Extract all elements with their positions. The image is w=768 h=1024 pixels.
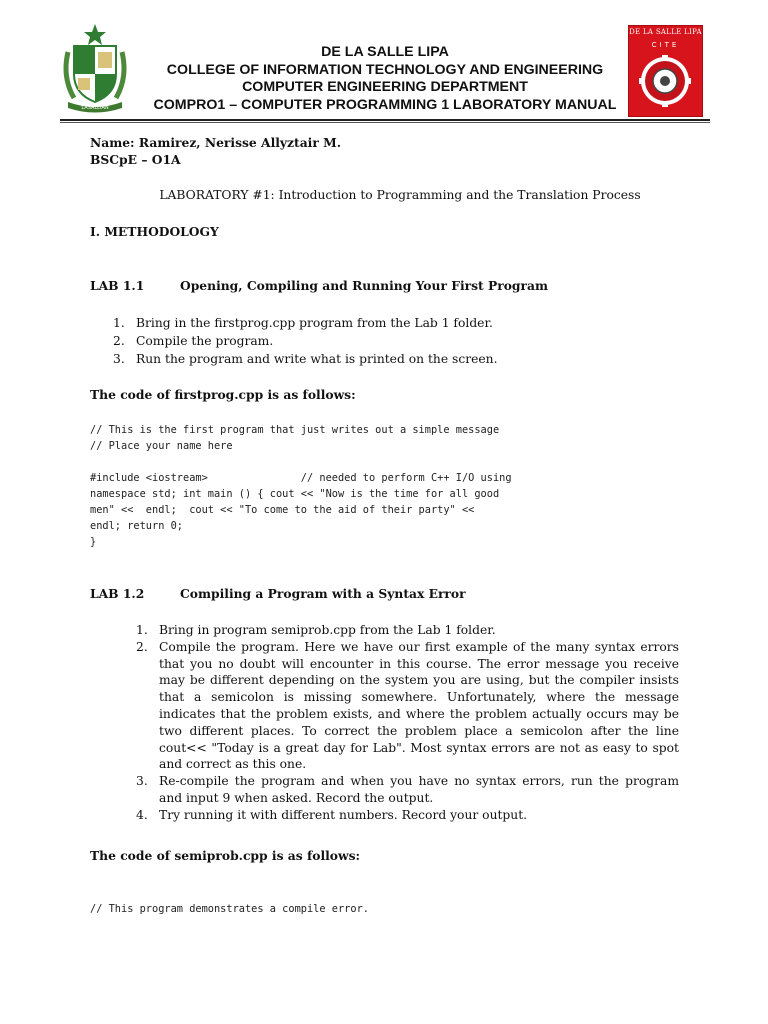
list-item: 4. Try running it with different numbers. Record your output. [136,807,528,822]
lab11-number: LAB 1.1 [90,278,145,293]
header-rule [60,119,710,121]
lab11-heading [90,278,548,293]
lab12-heading [90,586,466,601]
header-rule-thin [60,122,710,123]
list-item: 3. Run the program and write what is printed on the screen. [113,352,498,366]
cite-logo-school: DE LA SALLE LIPA [629,28,702,36]
gear-icon [639,51,692,111]
list-item: 1. Bring in program semiprob.cpp from the Lab 1 folder. [136,623,496,637]
code-line: namespace std; int main () { cout << "Now is the time for all good [90,488,500,500]
school-name: DE LA SALLE LIPA [321,44,449,60]
department-name: COMPUTER ENGINEERING DEPARTMENT [242,79,528,95]
student-section: BSCpE – O1A [90,152,181,167]
de-la-salle-crest-logo [60,22,130,114]
section-heading: I. METHODOLOGY [90,224,219,239]
code-line: #include <iostream> // needed to perform C++ I/O using [90,472,512,484]
cite-logo-acronym: CITE [651,41,680,49]
code-line: // This is the first program that just writes out a simple message [90,424,500,436]
lab12-number: LAB 1.2 [90,586,145,601]
lab12-steps [136,622,679,824]
list-item: 3. Re-compile the program and when you have no syntax errors, run the program and input 9 when asked. Record the output. [136,774,679,805]
student-name: Name: Ramirez, Nerisse Allyztair M. [90,135,342,150]
list-item: 2. Compile the program. Here we have our first example of the many syntax errors that you no doubt will encounter in this course. The error message you receive may be different depending on the system you are using, but the compiler insists that a semicolon is missing somewhere. Unfortunately, where the message indicates that the problem exists, and where the problem actually occurs may be two different places. To correct the problem place a semicolon after the line cout<< "Today is a great day for Lab". Most syntax errors are not as easy to spot and correct as this one. [136,639,679,772]
lab-title [90,188,710,202]
student-info [90,134,341,168]
code-line: men" << endl; cout << "To come to the aid of their party" << [90,504,475,516]
code-line: // This program demonstrates a compile error. [90,903,369,915]
code-line: endl; return 0; [90,520,183,532]
lab-title-text: LABORATORY #1: Introduction to Programming and the Translation Process [159,188,641,202]
list-item: 2. Compile the program. [113,334,274,348]
crest-banner-text: LASALLIAN [81,105,109,111]
lab12-title: Compiling a Program with a Syntax Error [180,586,466,601]
list-item: 1. Bring in the firstprog.cpp program from the Lab 1 folder. [113,316,493,330]
header-titles [150,44,620,114]
document-header [0,0,768,124]
lab11-code-intro: The code of firstprog.cpp is as follows: [90,387,356,402]
college-name: COLLEGE OF INFORMATION TECHNOLOGY AND ENGINEERING [166,61,604,78]
lab12-code-intro: The code of semiprob.cpp is as follows: [90,848,361,863]
code-line: // Place your name here [90,440,233,452]
cite-logo [628,25,703,117]
manual-title: COMPRO1 – COMPUTER PROGRAMMING 1 LABORATORY MANUAL [153,96,617,113]
lab12-code-block [90,901,369,917]
lab11-steps [113,314,683,368]
code-line: } [90,536,97,548]
lab11-code-block [90,422,512,550]
code-line [90,454,512,470]
lab11-title: Opening, Compiling and Running Your First Program [180,278,548,293]
